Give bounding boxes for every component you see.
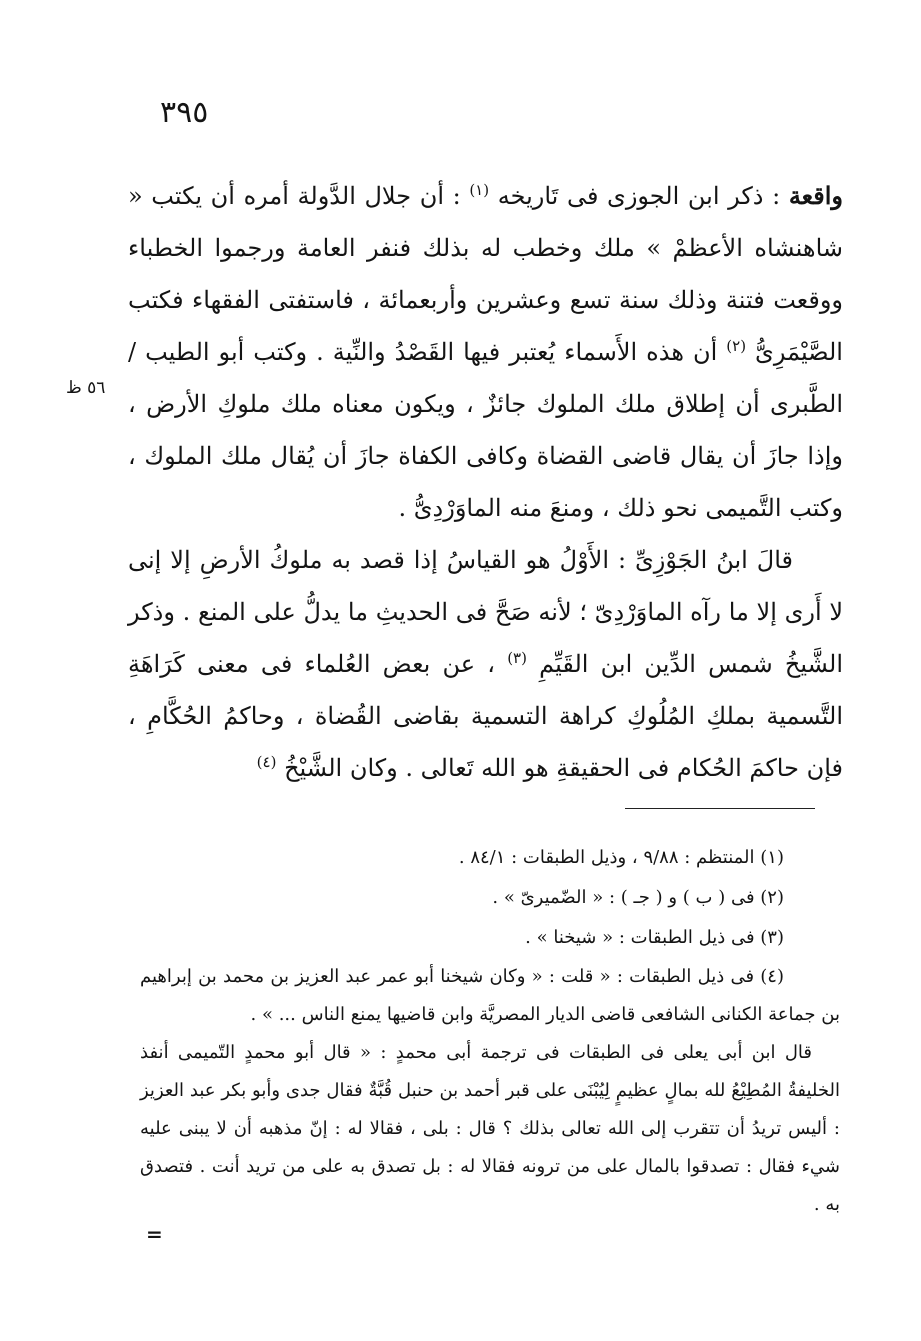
paragraph-1 [128,170,843,534]
footnote-4-continuation: قال ابن أبى يعلى فى الطبقات فى ترجمة أبى محمدٍ : « قال أبو محمدٍ التّميمى أنفذ الخليفةُ المُطِيْعُ لله بمالٍ عظيمٍ لِيُبْنَى على قبر أحمد بن حنبل قُبَّةٌ فقال جدى وأبو بكر عبد العزيز : أليس تريدُ أن تتقرب إلى الله تعالى بذلك ؟ قال : بلى ، فقالا له : إنّ مذهبه أن لا يبنى عليه شيء فقال : تصدقوا بالمال على من ترونه فقالا له : بل تصدق به على من تريد أنت . فتصدق به . [140,1042,840,1215]
footnote-ref-4: (٤) [256,753,277,771]
footnote-ref-1: (١) [469,181,490,199]
footnotes-block [140,838,840,1224]
footnote-4: (٤) فى ذيل الطبقات : « قلت : « وكان شيخنا أبو عمر عبد العزيز بن محمد بن إبراهيم بن جماعة الكنانى الشافعى قاضى الديار المصريَّة وابن قاضيها يمنع الناس ... » . [140,966,840,1025]
footnote-divider [625,808,815,809]
paragraph-2-part-a: قالَ ابنُ الجَوْزِىِّ : الأَوْلُ هو القياسُ إذا قصد به ملوكُ الأرضِ إلا إنى لا أَرى إلا ما رآه الماوَرْدِىّ ؛ لأنه صَحَّ فى الحديثِ ما يدلُّ على المنع . وذكر الشَّيخُ شمس الدِّين ابن القَيِّمِ [128,546,844,678]
paragraph-1-part-c: أن هذه الأَسماء يُعتبر فيها القَصْدُ والنِّية . وكتب أبو الطيب / الطَّبرى أن إطلاق ملك الملوك جائزٌ ، ويكون معناه ملك ملوكِ الأرض ، وإذا جازَ أن يقال قاضى القضاة وكافى الكفاة جازَ أن يُقال ملك الملوك ، وكتب التَّميمى نحو ذلك ، ومنعَ منه الماوَرْدِىُّ . [128,338,843,522]
footnote-ref-2: (٢) [726,337,747,355]
footnote-1: (١) المنتظم : ٩/٨٨ ، وذيل الطبقات : ٨٤/١ . [458,847,784,868]
paragraph-2-part-b: ، عن بعض العُلماء فى معنى كَرَاهَةِ التَّسمية بملكِ المُلُوكِ كراهة التسمية بقاضى القُضاة ، وحاكمُ الحُكَّامِ ، فإن حاكمَ الحُكام فى الحقيقةِ هو الله تَعالى . وكان الشَّيْخُ [128,650,843,782]
paragraph-2 [128,534,843,794]
main-text-block [128,170,843,794]
page-number: ٣٩٥ [160,95,209,130]
footnote-2: (٢) فى ( ب ) و ( جـ ) : « الضّميرىّ » . [492,887,784,908]
paragraph-1-part-a: : ذكر ابن الجوزى فى تَاريخه [489,182,789,210]
paragraph-1-part-b: : أن جلال الدَّولة أمره أن يكتب « شاهنشاه الأعظمْ » ملك وخطب له بذلك فنفر العامة ورجموا الخطباء ووقعت فتنة وذلك سنة تسع وعشرين وأربعمائة ، فاستفتى الفقهاء فكتب الصَّيْمَرِىُّ [128,182,843,366]
manuscript-folio-note: ٥٦ ظ [66,378,106,398]
footnote-ref-3: (٣) [507,649,527,667]
continuation-mark: = [146,1222,163,1246]
lead-word: واقعة [788,181,843,210]
footnote-3: (٣) فى ذيل الطبقات : « شيخنا » . [525,927,784,948]
